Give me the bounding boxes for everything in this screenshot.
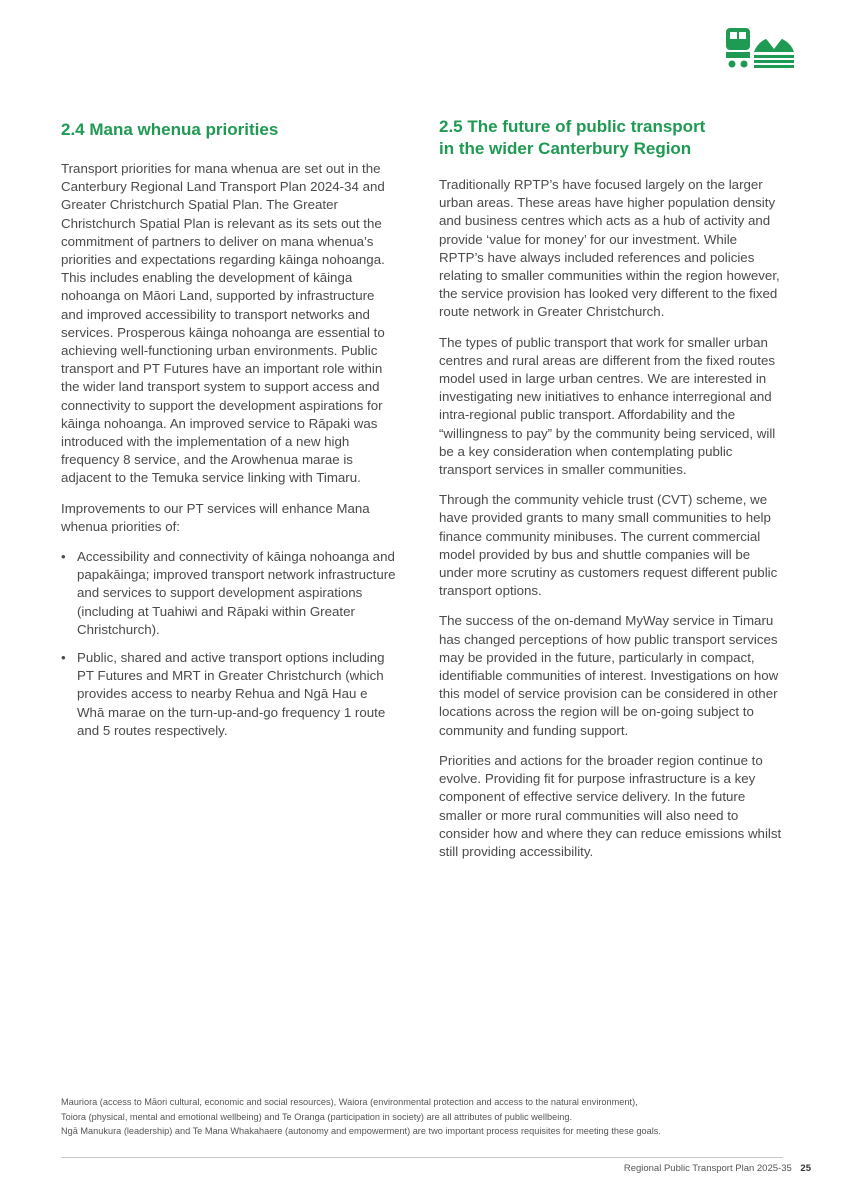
section-heading: 2.4 Mana whenua priorities	[61, 120, 279, 139]
section-heading	[439, 116, 784, 160]
page-number: 25	[800, 1163, 811, 1174]
list-item: • Public, shared and active transport options including PT Futures and MRT in Greater Christchurch (which provides access to nearby Rehua and Ngā Hau e Whā marae on the turn-up-and-go frequency 1 route and 5 routes respectively.	[61, 649, 398, 740]
list-item: • Accessibility and connectivity of kāinga nohoanga and papakāinga; improved transport network infrastructure and services to support development aspirations (including at Tuahiwi and Rāpaki within Greater Christchurch).	[61, 548, 398, 639]
section-mana-whenua	[61, 116, 398, 750]
bus-logo-icon	[724, 22, 796, 72]
section-future-public-transport	[439, 116, 784, 873]
heading-line: in the wider Canterbury Region	[439, 139, 692, 158]
footer-divider	[61, 1157, 783, 1158]
paragraph: Transport priorities for mana whenua are set out in the Canterbury Regional Land Transport Plan 2024-34 and Greater Christchurch Spatial Plan. The Greater Christchurch Spatial Plan is relevant as its sets out the commitment of partners to deliver on mana whenua’s priorities and expectations regarding kāinga nohoanga. This includes enabling the development of kāinga nohoanga on Māori Land, supported by infrastructure and improved accessibility to transport networks and services. Prosperous kāinga nohoanga are essential to achieving well-functioning urban environments. Public transport and PT Futures have an important role within the wider land transport system to support access and connectivity to support the development aspirations for kāinga nohoanga. An improved service to Rāpaki was introduced with the implementation of a new high frequency 8 service, and the Arowhenua marae is adjacent to the Temuka service linking with Timaru.	[61, 161, 385, 486]
document-title: Regional Public Transport Plan 2025-35	[623, 1163, 792, 1174]
paragraph: The success of the on-demand MyWay service in Timaru has changed perceptions of how public transport services may be provided in the future, particularly in compact, identifiable communities of interest. Investigations on how this model of service provision can be considered in other locations across the region will be on-going subject to community and funding support.	[439, 613, 779, 738]
footnote	[61, 1095, 781, 1139]
heading-line: 2.5 The future of public transport	[439, 117, 706, 136]
paragraph: Improvements to our PT services will enhance Mana whenua priorities of:	[61, 500, 370, 534]
paragraph: Through the community vehicle trust (CVT) scheme, we have provided grants to many small communities to help finance community minibuses. The current commercial model provided by bus and shuttle companies will be under more scrutiny as customers request different public transport options.	[439, 492, 778, 599]
bullet-list	[61, 548, 398, 740]
page-footer	[624, 1163, 811, 1174]
paragraph: Traditionally RPTP’s have focused largely on the larger urban areas. These areas have higher population density and business centres which acts as a hub of activity and provide ‘value for money’ for our investment. While RPTP’s have always included references and policies relating to smaller communities within the region however, the service provision has looked very different to the fixed route network in Greater Christchurch.	[439, 177, 780, 320]
footnote-line: Mauriora (access to Māori cultural, economic and social resources), Waiora (environmental protection and access to the natural environment),	[61, 1097, 638, 1107]
paragraph: Priorities and actions for the broader region continue to evolve. Providing fit for purpose infrastructure is a key component of effective service delivery. In the future smaller or more rural communities will also need to consider how and where they can reduce emissions whilst still providing accessibility.	[439, 752, 782, 859]
paragraph: The types of public transport that work for smaller urban centres and rural areas are different from the fixed routes model used in large urban centres. We are interested in investigating new initiatives to enhance interregional and intra-regional public transport. Affordability and the “willingness to pay” by the community being serviced, will be a key consideration when contemplating public transport services in smaller communities.	[439, 334, 776, 478]
footnote-line: Ngā Manukura (leadership) and Te Mana Whakahaere (autonomy and empowerment) are two important process requisites for meeting these goals.	[61, 1126, 661, 1136]
footnote-line: Toiora (physical, mental and emotional wellbeing) and Te Oranga (participation in society) are all attributes of public wellbeing.	[61, 1111, 573, 1122]
